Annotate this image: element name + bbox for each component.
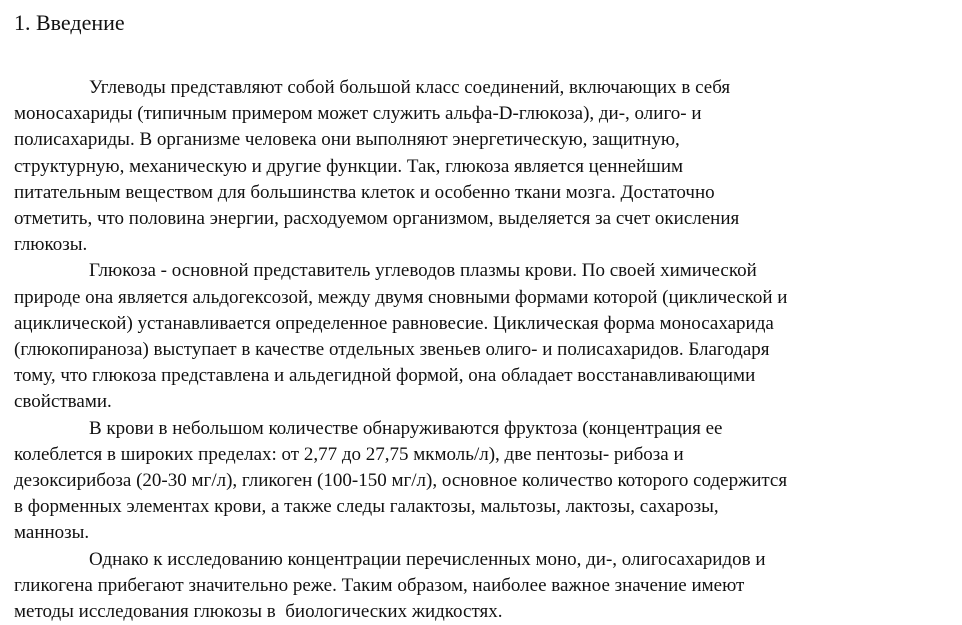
paragraph-blood-sugars bbox=[14, 416, 959, 547]
text-line: В крови в небольшом количестве обнаруживаются фруктоза (концентрация ее bbox=[89, 417, 723, 439]
text-line: свойствами. bbox=[14, 391, 112, 413]
text-line: гликогена прибегают значительно реже. Таким образом, наиболее важное значение имеют bbox=[14, 574, 745, 596]
text-line: дезоксирибоза (20-30 мг/л), гликоген (100-150 мг/л), основное количество которого содержится bbox=[14, 470, 788, 492]
text-line: Однако к исследованию концентрации перечисленных моно, ди-, олигосахаридов и bbox=[89, 548, 766, 570]
section-heading: 1. Введение bbox=[14, 10, 125, 35]
paragraph-carbohydrates-intro bbox=[14, 75, 959, 258]
text-line: моносахариды (типичным примером может служить альфа-D-глюкоза), ди-, олиго- и bbox=[14, 103, 702, 125]
text-line: питательным веществом для большинства клеток и особенно ткани мозга. Достаточно bbox=[14, 181, 715, 203]
text-line: в форменных элементах крови, а также следы галактозы, мальтозы, лактозы, сахарозы, bbox=[14, 496, 719, 518]
paragraph-glucose bbox=[14, 258, 959, 415]
paragraph-conclusion bbox=[14, 547, 959, 625]
text-line: методы исследования глюкозы в биологических жидкостях. bbox=[14, 601, 503, 623]
text-line: тому, что глюкоза представлена и альдегидной формой, она обладает восстанавливающими bbox=[14, 365, 756, 387]
text-line: глюкозы. bbox=[14, 234, 88, 256]
text-line: ациклической) устанавливается определенное равновесие. Циклическая форма моносахарида bbox=[14, 312, 774, 334]
text-line: маннозы. bbox=[14, 522, 90, 544]
text-line: отметить, что половина энергии, расходуемом организмом, выделяется за счет окисления bbox=[14, 208, 740, 230]
text-line: Углеводы представляют собой большой класс соединений, включающих в себя bbox=[89, 77, 731, 98]
text-line: полисахариды. В организме человека они выполняют энергетическую, защитную, bbox=[14, 129, 680, 151]
text-line: структурную, механическую и другие функции. Так, глюкоза является ценнейшим bbox=[14, 155, 684, 177]
document-page bbox=[14, 8, 959, 625]
text-line: природе она является альдогексозой, между двумя сновными формами которой (циклической и bbox=[14, 286, 788, 308]
text-line: колеблется в широких пределах: от 2,77 до 27,75 мкмоль/л), две пентозы- рибоза и bbox=[14, 443, 684, 465]
text-line: Глюкоза - основной представитель углеводов плазмы крови. По своей химической bbox=[89, 260, 757, 282]
text-line: (глюкопираноза) выступает в качестве отдельных звеньев олиго- и полисахаридов. Благодаря bbox=[14, 339, 770, 361]
